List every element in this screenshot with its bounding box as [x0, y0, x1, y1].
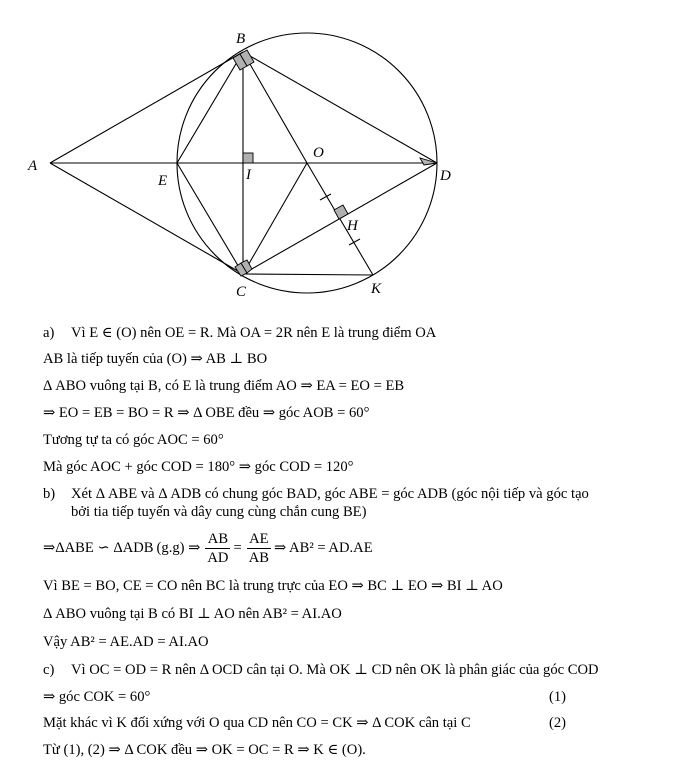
part-b-label: b) — [43, 486, 56, 502]
line-a2: AB là tiếp tuyến của (O) ⇒ AB ⊥ BO — [43, 351, 268, 367]
line-c3: Mặt khác vì K đối xứng với O qua CD nên CO = CK ⇒ Δ COK cân tại C — [43, 715, 471, 731]
line-a3: Δ ABO vuông tại B, có E là trung điểm AO ⇒ EA = EO = EB — [43, 378, 405, 394]
right-angle-i — [243, 153, 253, 163]
line-b5: Δ ABO vuông tại B có BI ⊥ AO nên AB² = AI.AO — [43, 606, 342, 622]
label-a: A — [28, 158, 38, 174]
b3-prefix: ⇒ΔABE ∽ ΔADB — [43, 540, 154, 556]
line-a1: Vì E ∈ (O) nên OE = R. Mà OA = 2R nên E là trung điểm OA — [71, 325, 437, 341]
line-c2: ⇒ góc COK = 60° — [43, 689, 151, 705]
line-a6: Mà góc AOC + góc COD = 180° ⇒ góc COD = 120° — [43, 459, 354, 475]
line-b3-equation — [43, 528, 376, 568]
segment-be — [177, 52, 243, 163]
b3-gg: (g.g) ⇒ — [156, 540, 201, 556]
label-i: I — [246, 167, 251, 183]
line-a4: ⇒ EO = EB = BO = R ⇒ Δ OBE đều ⇒ góc AOB = 60° — [43, 405, 370, 421]
label-k: K — [371, 281, 382, 297]
part-a-label: a) — [43, 325, 55, 341]
line-c1: Vì OC = OD = R nên Δ OCD cân tại O. Mà OK ⊥ CD nên OK là phân giác của góc COD — [71, 662, 599, 678]
line-b2: bởi tia tiếp tuyến và dây cung cùng chắn cung BE) — [71, 504, 367, 520]
fraction-ab-ad — [205, 530, 230, 567]
label-b: B — [236, 31, 246, 47]
part-c-label: c) — [43, 662, 55, 678]
geometry-figure — [0, 0, 676, 310]
right-angle-h — [334, 205, 348, 219]
segment-bo — [243, 52, 307, 163]
label-o: O — [313, 145, 324, 161]
segment-bd — [243, 52, 437, 163]
line-b4: Vì BE = BO, CE = CO nên BC là trung trực của EO ⇒ BC ⊥ EO ⇒ BI ⊥ AO — [43, 578, 503, 594]
line-b6: Vậy AB² = AE.AD = AI.AO — [43, 634, 209, 650]
label-c: C — [236, 284, 247, 300]
fraction-2-denominator: AB — [248, 549, 269, 566]
fraction-1-denominator: AD — [207, 549, 229, 566]
segment-ac — [50, 163, 243, 274]
segment-ck — [243, 274, 373, 275]
fraction-ae-ab — [247, 530, 271, 567]
label-h: H — [347, 218, 358, 234]
segment-ok — [307, 163, 373, 275]
line-a5: Tương tự ta có góc AOC = 60° — [43, 432, 224, 448]
line-b1: Xét Δ ABE và Δ ADB có chung góc BAD, góc ABE = góc ADB (góc nội tiếp và góc tạo — [71, 486, 589, 502]
label-e: E — [158, 173, 168, 189]
label-d: D — [440, 168, 451, 184]
equation-number-2: (2) — [549, 715, 567, 731]
segment-co — [243, 163, 307, 274]
b3-suffix: ⇒ AB² = AD.AE — [273, 540, 373, 556]
equation-number-1: (1) — [549, 689, 567, 705]
fraction-2-numerator: AE — [247, 530, 271, 549]
b3-equals: = — [233, 539, 242, 556]
segment-ab — [50, 52, 243, 163]
segment-ce — [177, 163, 243, 274]
line-c4: Từ (1), (2) ⇒ Δ COK đều ⇒ OK = OC = R ⇒ K ∈ (O). — [43, 742, 366, 758]
fraction-1-numerator: AB — [205, 530, 230, 549]
